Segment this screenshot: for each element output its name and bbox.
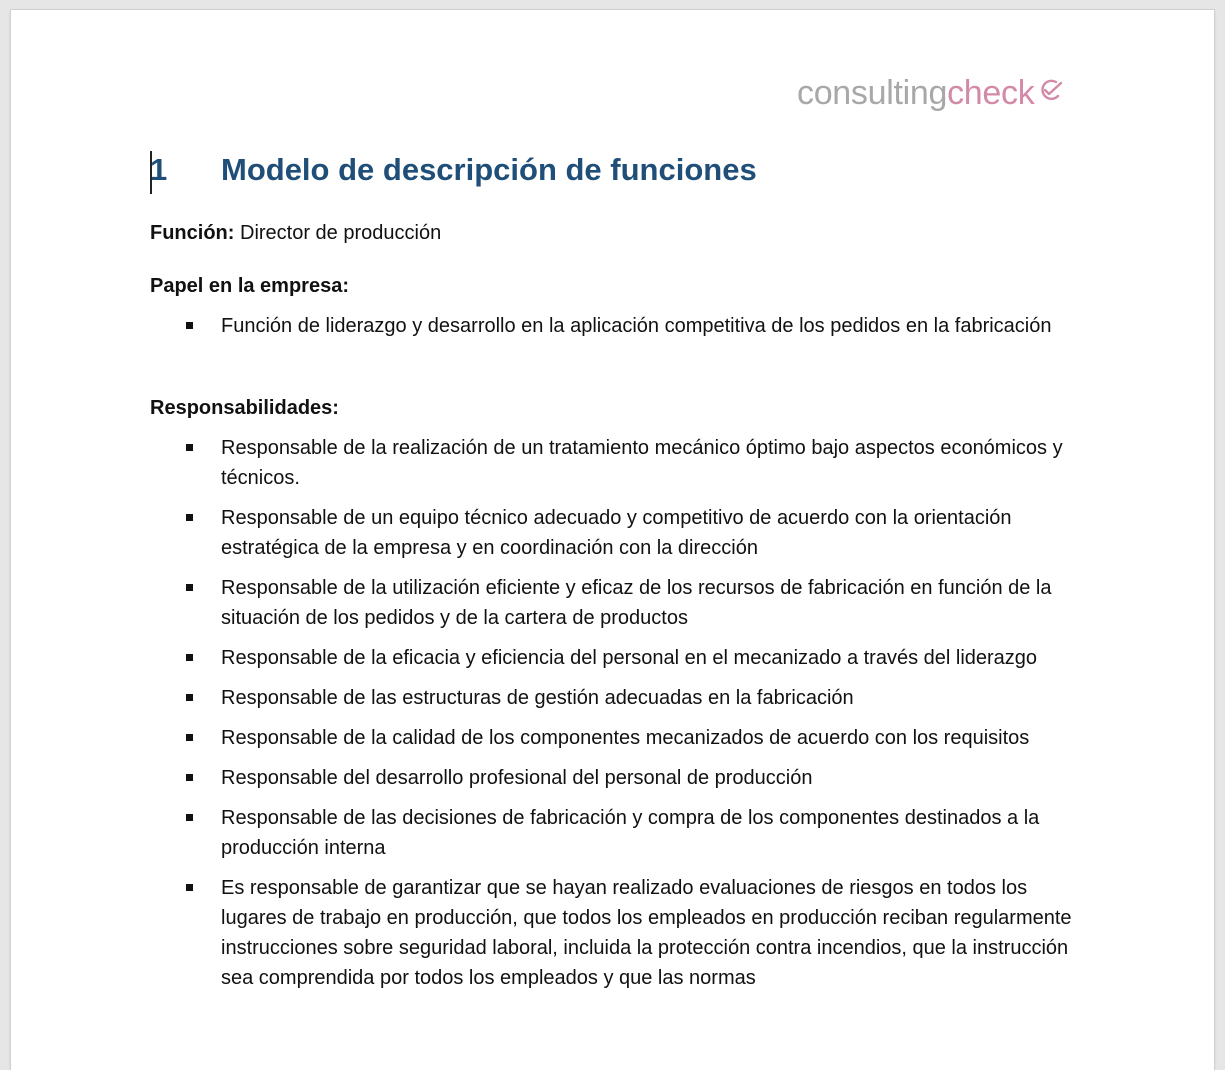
list-item-text: Es responsable de garantizar que se hayan realizado evaluaciones de riesgos en todos los lugares de trabajo en producción, que todos los empleados en producción reciban regularmente instrucciones sobre seguridad laboral, incluida la protección contra incendios, que la instrucción sea comprendida por todos los empleados y que las normas (221, 877, 1072, 989)
list-item (150, 683, 1081, 713)
responsabilidades-list (150, 433, 1081, 1003)
square-bullet-icon (186, 584, 193, 591)
list-item-text: Responsable de la utilización eficiente y eficaz de los recursos de fabricación en función de la situación de los pedidos y de la cartera de productos (221, 577, 1052, 629)
list-item-text: Función de liderazgo y desarrollo en la aplicación competitiva de los pedidos en la fabricación (221, 315, 1052, 337)
square-bullet-icon (186, 514, 193, 521)
list-item (150, 643, 1081, 673)
section-heading[interactable] (150, 152, 757, 188)
logo-text-consulting: consulting (797, 74, 948, 112)
list-item (150, 763, 1081, 793)
heading-number: 1 (150, 152, 168, 187)
document-page (11, 10, 1214, 1070)
list-item-text: Responsable de la calidad de los componentes mecanizados de acuerdo con los requisitos (221, 727, 1030, 749)
heading-title: Modelo de descripción de funciones (221, 152, 757, 187)
list-item (150, 433, 1081, 493)
list-item (150, 311, 1081, 341)
square-bullet-icon (186, 654, 193, 661)
list-item-text: Responsable de un equipo técnico adecuado y competitivo de acuerdo con la orientación estratégica de la empresa y en coordinación con la dirección (221, 507, 1012, 559)
square-bullet-icon (186, 814, 193, 821)
square-bullet-icon (186, 444, 193, 451)
list-item (150, 803, 1081, 863)
papel-label: Papel en la empresa: (150, 275, 349, 297)
list-item-text: Responsable de la realización de un tratamiento mecánico óptimo bajo aspectos económicos y técnicos. (221, 437, 1063, 489)
square-bullet-icon (186, 774, 193, 781)
check-swoosh-icon (1036, 78, 1064, 104)
list-item (150, 873, 1081, 993)
list-item (150, 723, 1081, 753)
square-bullet-icon (186, 884, 193, 891)
list-item-text: Responsable de las decisiones de fabricación y compra de los componentes destinados a la producción interna (221, 807, 1040, 859)
square-bullet-icon (186, 322, 193, 329)
list-item-text: Responsable del desarrollo profesional del personal de producción (221, 767, 813, 789)
list-item-text: Responsable de las estructuras de gestión adecuadas en la fabricación (221, 687, 854, 709)
list-item-text: Responsable de la eficacia y eficiencia del personal en el mecanizado a través del liderazgo (221, 647, 1038, 669)
consultingcheck-logo (797, 74, 1064, 113)
funcion-paragraph (150, 218, 441, 248)
funcion-value: Director de producción (234, 222, 442, 244)
responsabilidades-label: Responsabilidades: (150, 397, 339, 419)
list-item (150, 503, 1081, 563)
logo-text-check: check (947, 74, 1035, 112)
papel-list (150, 311, 1081, 351)
square-bullet-icon (186, 734, 193, 741)
square-bullet-icon (186, 694, 193, 701)
funcion-label: Función: (150, 222, 235, 244)
list-item (150, 573, 1081, 633)
